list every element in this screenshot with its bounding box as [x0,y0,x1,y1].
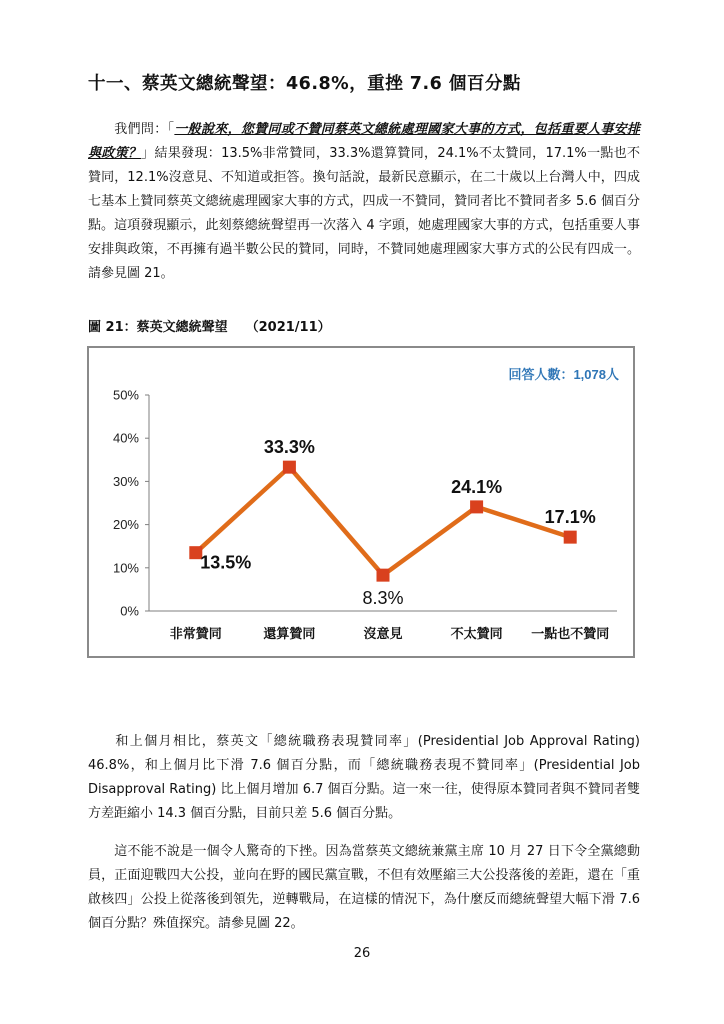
figure-caption [88,316,331,335]
section-heading: 十一、蔡英文總統聲望：46.8%，重挫 7.6 個百分點 [88,74,521,94]
series-line [196,467,570,575]
data-point [377,569,390,582]
data-label: 13.5% [200,552,252,573]
figure-label: 圖 21：蔡英文總統聲望 [88,320,228,335]
approval-chart [87,346,635,658]
paragraph-3 [88,840,640,936]
page-number: 26 [353,946,371,961]
y-tick-label: 10% [112,560,139,576]
paragraph-2 [88,730,640,826]
data-point [470,500,483,513]
paragraph-1-body: 」結果發現：13.5%非常贊同，33.3%還算贊同，24.1%不太贊同，17.1%一點也不贊同，12.1%沒意見、不知道或拒答。換句話說，最新民意顯示，在二十歲以上台灣人中，四成七基本上贊同蔡英文總統處理國家大事的方式，四成一不贊同，贊同者比不贊同者多 5.6 個百分點。這項發現顯示，此刻蔡總統聲望再一次落入 4 字頭，她處理國家大事的方式，包括重要人事安排與政策，不再擁有過半數公民的贊同，同時，不贊同她處理國家大事方式的公民有四成一。請參見圖 21。 [88,146,640,281]
respondent-count-label: 回答人數：1,078人 [508,367,619,382]
x-tick-label: 一點也不贊同 [531,626,610,641]
x-tick-label: 不太贊同 [450,626,503,641]
data-label: 24.1% [451,476,503,497]
data-label: 17.1% [544,507,596,528]
data-label: 8.3% [362,588,404,609]
y-tick-label: 30% [112,473,139,489]
paragraph-1-lead: 我們問：「 [114,122,175,137]
x-tick-label: 非常贊同 [169,626,222,641]
figure-date: （2021/11） [245,320,331,335]
survey-question: 一般說來，您贊同或不贊同蔡英文總統處理國家大事的方式，包括重要人事安排與政策？ [88,122,640,161]
chart-canvas [89,348,633,656]
data-label: 33.3% [263,437,315,458]
paragraph-3-body: 這不能不說是一個令人驚奇的下挫。因為當蔡英文總統兼黨主席 10 月 27 日下令全黨總動員，正面迎戰四大公投，並向在野的國民黨宣戰，不但有效壓縮三大公投落後的差距，還在「重啟核四」公投上從落後到領先，逆轉戰局，在這樣的情況下，為什麼反而總統聲望大幅下滑 7.6 個百分點？殊值探究。請參見圖 22。 [88,844,640,931]
y-tick-label: 50% [112,387,139,403]
data-point [564,531,577,544]
paragraph-2-body: 和上個月相比，蔡英文「總統職務表現贊同率」(Presidential Job Approval Rating) 46.8%，和上個月比下滑 7.6 個百分點，而「總統職務表現不贊同率」(Presidential Job Disapproval Rating) 比上個月增加 6.7 個百分點。這一來一往，使得原本贊同者與不贊同者雙方差距縮小 14.3 個百分點，目前只差 5.6 個百分點。 [88,734,640,821]
paragraph-1 [88,118,640,286]
x-tick-label: 還算贊同 [263,626,316,641]
data-point [283,461,296,474]
y-tick-label: 0% [120,603,139,619]
y-tick-label: 40% [112,430,139,446]
y-tick-label: 20% [112,517,139,533]
x-tick-label: 沒意見 [363,626,403,641]
